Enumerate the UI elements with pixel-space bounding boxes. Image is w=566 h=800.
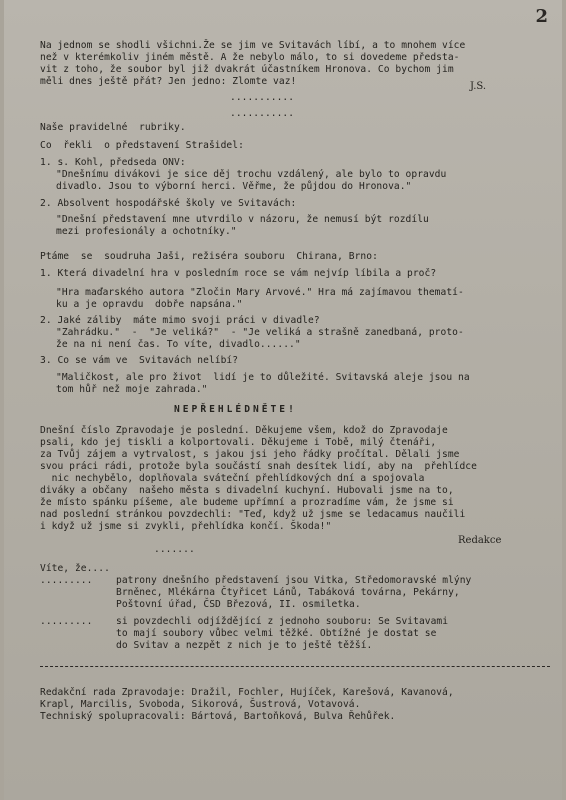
ptame-intro: Ptáme se soudruha Jaši, režiséra souboru Chirana, Brno: [40, 251, 378, 262]
intro-signature: J.S. [470, 81, 487, 92]
rubriky-answer: "Dnešní představení mne utvrdilo v názoru, že nemusí být rozdílu [56, 214, 429, 225]
vite-title: Víte, že.... [40, 563, 110, 574]
section-heading: NEPŘEHLÉDNĚTE! [174, 404, 297, 415]
footer-line: Techniský spolupracovali: Bártová, Bartoňková, Bulva Řehůřek. [40, 711, 396, 722]
rubriky-answer: mezi profesionály a ochotníky." [56, 226, 237, 237]
ptame-answer: "Maličkost, ale pro život lidí je to důležité. Svitavská aleje jsou na [56, 372, 470, 383]
body-line: že místo spánku píšeme, ale budeme upřímní a prozradíme vám, že jsme si [40, 497, 454, 508]
vite-line: Brněnec, Mlékárna Čtyřicet Lánů, Tabáková továrna, Pekárny, [116, 587, 460, 598]
section-divider: ........... [230, 92, 295, 103]
ptame-answer: "Zahrádku." - "Je veliká?" - "Je veliká a strašně zanedbaná, proto- [56, 327, 464, 338]
vite-line: to mají soubory vůbec velmi těžké. Obtížné je dostat se [116, 628, 437, 639]
body-line: nic nechybělo, doplňovala sváteční přehlídkových dní a spojovala [40, 473, 425, 484]
dashed-divider [40, 666, 550, 667]
ptame-answer: "Hra maďarského autora "Zločin Mary Arvové." Hra má zajímavou thematí- [56, 287, 464, 298]
intro-line: než v kterémkoliv jiném městě. A že nebylo málo, to si dovedeme předsta- [40, 52, 460, 63]
intro-line: Na jednom se shodli všichni.Že se jim ve Svitavách líbí, a to mnohem více [40, 40, 466, 51]
redakce-signature: Redakce [458, 535, 502, 546]
rubriky-question: 2. Absolvent hospodářské školy ve Svitavách: [40, 198, 297, 209]
body-line: Dnešní číslo Zpravodaje je poslední. Děkujeme všem, kdož do Zpravodaje [40, 425, 448, 436]
ptame-answer: tom hůř než moje zahrada." [56, 384, 208, 395]
body-line: diváky a občany našeho města s divadelní kuchyní. Hubovali jsme na to, [40, 485, 454, 496]
rubriky-question: 1. s. Kohl, předseda ONV: [40, 157, 186, 168]
rubriky-title: Naše pravidelné rubriky. [40, 122, 186, 133]
ptame-question: 1. Která divadelní hra v posledním roce se vám nejvíp líbila a proč? [40, 268, 437, 279]
rubriky-intro: Co řekli o představení Strašidel: [40, 140, 244, 151]
vite-line: Poštovní úřad, ČSD Březová, II. osmiletka. [116, 599, 361, 610]
intro-line: měli dnes ještě přát? Jen jedno: Zlomte vaz! [40, 76, 297, 87]
section-divider: ....... [154, 544, 195, 555]
page-number: 2 [535, 6, 548, 27]
footer-line: Krapl, Marcilis, Svoboda, Sikorová, Šustrová, Votavová. [40, 699, 361, 710]
vite-line: do Svitav a nezpět z nich je to ještě těžší. [116, 640, 373, 651]
ptame-answer: ku a je opravdu dobře napsána." [56, 299, 243, 310]
document-page [4, 0, 562, 800]
vite-lead-dots: ......... [40, 616, 93, 627]
ptame-answer: že na ni není čas. To víte, divadlo......" [56, 339, 301, 350]
footer-line: Redakční rada Zpravodaje: Dražil, Fochler, Hujíček, Karešová, Kavanová, [40, 687, 454, 698]
ptame-question: 3. Co se vám ve Svitavách nelíbí? [40, 355, 239, 366]
rubriky-answer: divadlo. Jsou to výborní herci. Věřme, že půjdou do Hronova." [56, 181, 412, 192]
rubriky-answer: "Dnešnímu divákovi je sice děj trochu vzdálený, ale bylo to opravdu [56, 169, 447, 180]
section-divider: ........... [230, 108, 295, 119]
body-line: nad poslední stránkou povzdechli: "Teď, když už jsme se ledacamus naučili [40, 509, 466, 520]
body-line: psali, kdo jej tiskli a kolportovali. Děkujeme i Tobě, milý čtenáři, [40, 437, 437, 448]
vite-line: si povzdechli odjíždějící z jednoho souboru: Se Svitavami [116, 616, 449, 627]
vite-lead-dots: ......... [40, 575, 93, 586]
intro-line: vit z toho, že soubor byl již dvakrát účastníkem Hronova. Co bychom jim [40, 64, 454, 75]
body-line: i když už jsme si zvykli, přehlídka končí. Škoda!" [40, 521, 332, 532]
body-line: svou práci rádi, protože byla součástí snah desítek lidí, aby na přehlídce [40, 461, 477, 472]
body-line: za Tvůj zájem a vytrvalost, s jakou jsi jeho řádky pročítal. Dělali jsme [40, 449, 460, 460]
vite-line: patrony dnešního představení jsou Vitka, Středomoravské mlýny [116, 575, 472, 586]
ptame-question: 2. Jaké záliby máte mimo svoji práci v divadle? [40, 315, 320, 326]
